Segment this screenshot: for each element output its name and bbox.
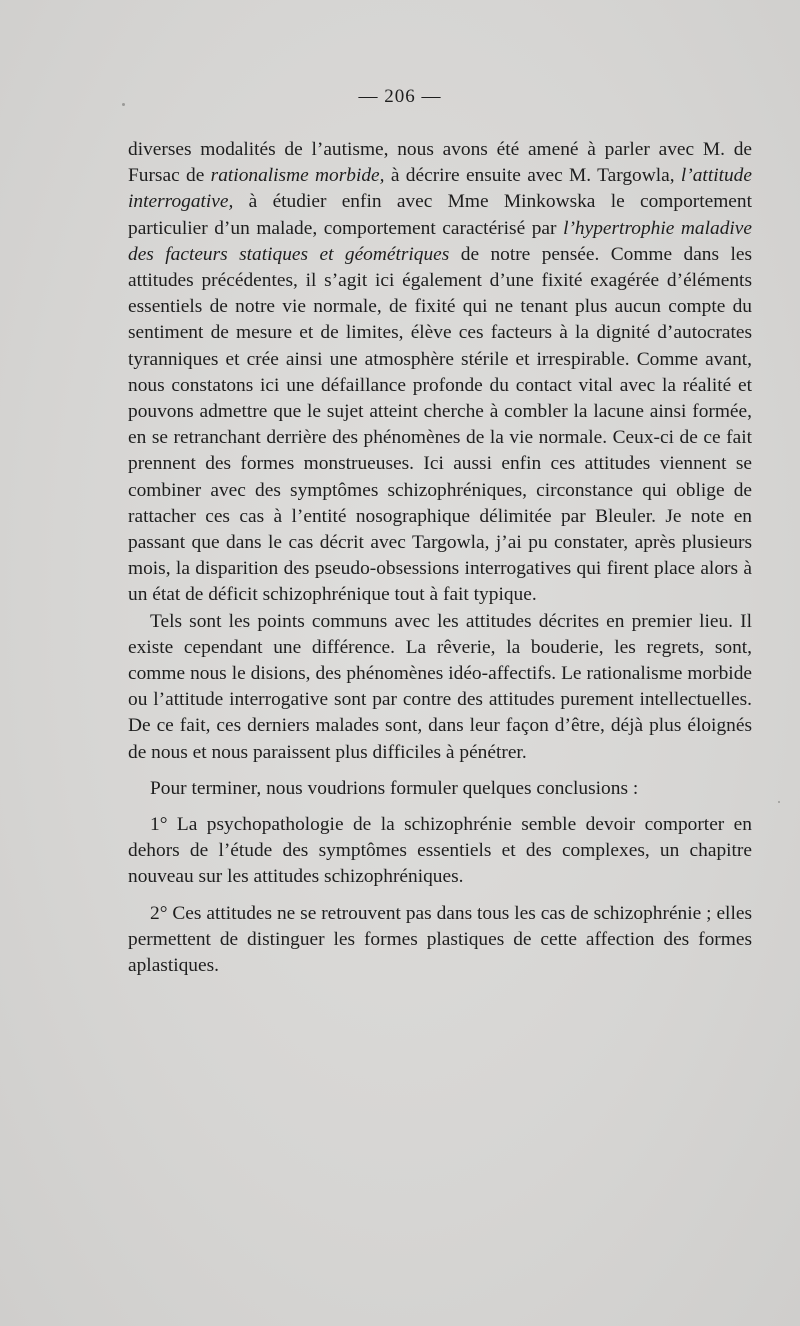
italic-phrase: l’attitude interrogative,	[128, 165, 752, 213]
text-run: à décrire ensuite avec M. Targowla,	[384, 165, 681, 187]
paper-speck	[122, 103, 125, 106]
text-run: 1° La psychopathologie de la schizophrénie semble devoir comporter en dehors de l’étude des symptômes essentiels et des complexes, un chapitre nouveau sur les attitudes schizophréniques.	[128, 814, 752, 888]
text-run: Tels sont les points communs avec les attitudes décrites en premier lieu. Il existe cependant une différence. La rêverie, la bouderie, les regrets, sont, comme nous le disions, des phénomènes idéo-affectifs. Le rationalisme morbide ou l’attitude interrogative sont par contre des attitudes purement intellectuelles. De ce fait, ces derniers malades sont, dans leur façon d’être, déjà plus éloignés de nous et nous paraissent plus difficiles à pénétrer.	[128, 610, 752, 763]
text-run: Pour terminer, nous voudrions formuler quelques conclusions :	[150, 777, 639, 799]
body-text	[128, 137, 752, 979]
italic-phrase: rationalisme morbide,	[210, 165, 385, 187]
text-run: 2° Ces attitudes ne se retrouvent pas dans tous les cas de schizophrénie ; elles permettent de distinguer les formes plastiques de cette affection des formes aplastiques.	[128, 902, 752, 977]
text-run: de notre pensée. Comme dans les attitudes précédentes, il s’agit ici également d’une fixité exagérée d’éléments essentiels de notre vie normale, de fixité qui ne tenant plus aucun compte du sentiment de mesure et de limites, élève ces facteurs à la dignité d’autocrates tyranniques et crée ainsi une atmosphère stérile et irrespirable. Comme avant, nous constatons ici une défaillance profonde du contact vital avec la réalité et pouvons admettre que le sujet atteint cherche à combler la lacune ainsi formée, en se retranchant derrière des phénomènes de la vie normale. Ceux-ci de ce fait prennent des formes monstrueuses. Ici aussi enfin ces attitudes viennent se combiner avec des symptômes schizophréniques, circonstance qui oblige de rattacher ces cas à l’entité nosographique délimitée par Bleuler. Je note en passant que dans le cas décrit avec Targowla, j’ai pu constater, après plusieurs mois, la disparition des pseudo-obsessions interrogatives qui firent place alors à un état de déficit schizophrénique tout à fait typique.	[128, 243, 752, 606]
page-number: — 206 —	[358, 86, 442, 107]
paragraph-3	[128, 776, 752, 802]
italic-phrase: l’hypertrophie maladive des facteurs statiques et géométriques	[128, 217, 752, 265]
text-run: à étudier enfin avec Mme Minkowska le comportement particulier d’un malade, comportement caractérisé par	[128, 191, 752, 239]
paragraph-2	[128, 609, 752, 766]
paper-speck	[778, 801, 780, 803]
paragraph-5	[128, 901, 752, 980]
text-run: diverses modalités de l’autisme, nous avons été amené à parler avec M. de Fursac de	[128, 139, 752, 187]
paragraph-1	[128, 137, 752, 609]
paragraph-4	[128, 812, 752, 891]
